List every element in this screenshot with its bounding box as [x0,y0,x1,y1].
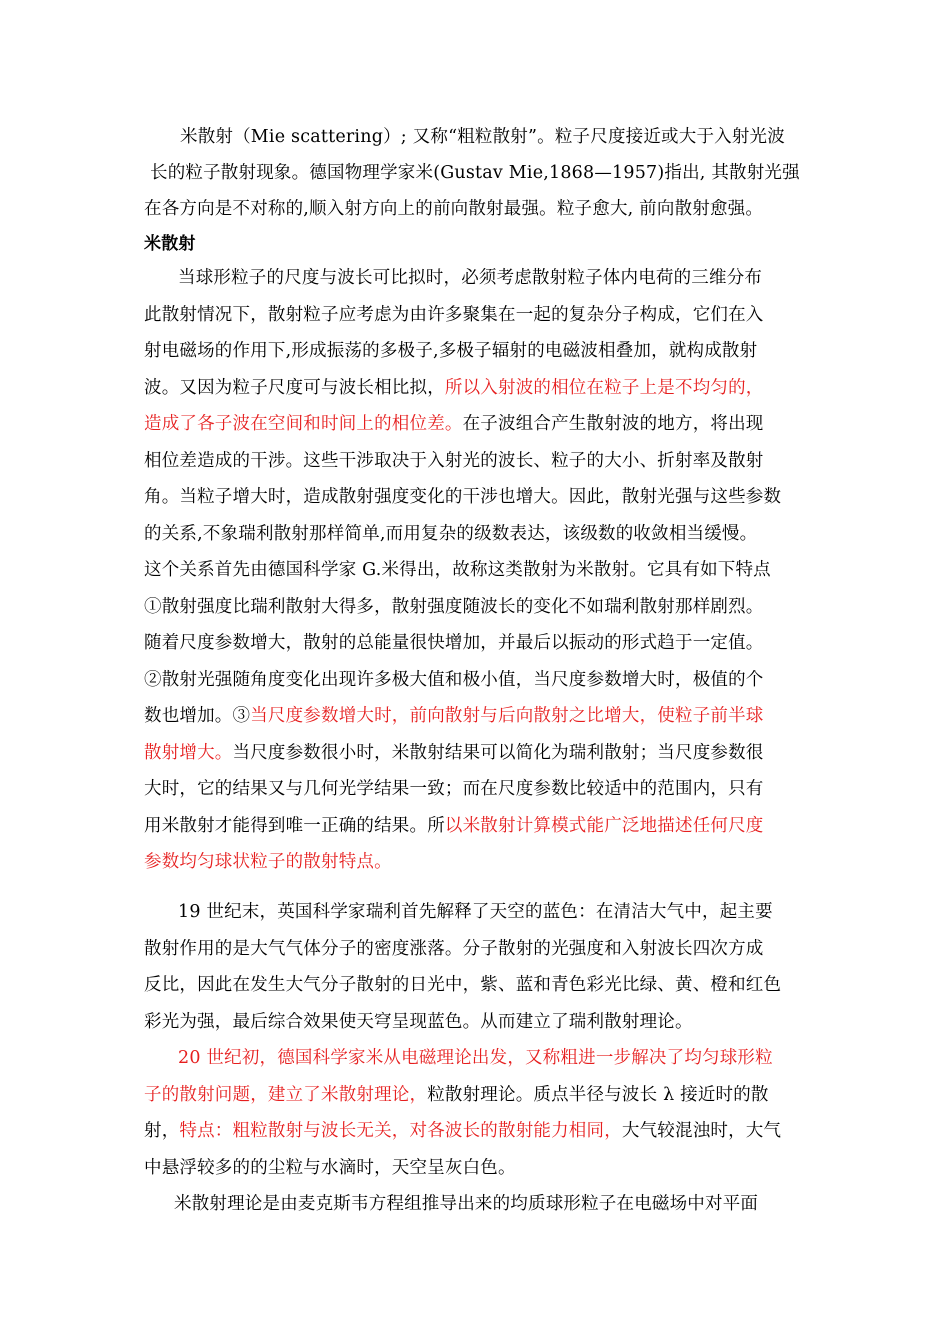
text-run: ②散射光强随角度变化出现许多极大值和极小值，当尺度参数增大时，极值的个 [144,669,764,690]
text-run: 射电磁场的作用下,形成振荡的多极子,多极子辐射的电磁波相叠加，就构成散射 [144,341,758,361]
section-heading: 米散射 [144,234,196,254]
highlighted-text: 20 世纪初，德国科学家米从电磁理论出发，又称粗进一步解决了均匀球形粒 [178,1048,773,1068]
text-line [144,522,757,546]
text-run: 相位差造成的干涉。这些干涉取决于入射光的波长、粒子的大小、折射率及散射 [144,450,764,471]
text-line [144,412,764,436]
text-line [174,1192,758,1216]
text-line [144,937,764,961]
text-line [144,668,764,692]
text-run: 大时，它的结果又与几何光学结果一致；而在尺度参数比较适中的范围内，只有 [144,779,764,799]
text-run: 19 世纪末，英国科学家瑞利首先解释了天空的蓝色：在清洁大气中，起主要 [178,902,773,922]
text-run: 角。当粒子增大时，造成散射强度变化的干涉也增大。因此，散射光强与这些参数 [144,487,782,507]
text-run: 当球形粒子的尺度与波长可比拟时，必须考虑散射粒子体内电荷的三维分布 [178,268,763,288]
text-run: 散射作用的是大气气体分子的密度涨落。分子散射的光强度和入射波长四次方成 [144,938,764,959]
text-line [144,595,764,619]
text-line [150,161,800,185]
text-line [178,900,773,924]
highlighted-text: 当尺度参数增大时，前向散射与后向散射之比增大，使粒子前半球 [250,706,764,726]
text-line [178,1046,773,1070]
highlighted-text: 以米散射计算模式能广泛地描述任何尺度 [444,815,764,836]
text-run: 波。又因为粒子尺度可与波长相比拟， [144,377,445,398]
text-run: 用米散射才能得到唯一正确的结果。所 [144,815,445,836]
text-line [144,303,764,327]
highlighted-text: 特点：粗粒散射与波长无关，对各波长的散射能力相同， [179,1121,622,1141]
text-run: 大气较混浊时，大气 [621,1121,782,1141]
text-line [144,777,764,801]
text-line [144,1119,781,1143]
highlighted-text: 造成了各子波在空间和时间上的相位差。 [144,414,463,434]
text-line [144,741,764,765]
text-line [144,558,771,582]
text-line [144,339,757,363]
text-run: ①散射强度比瑞利散射大得多，散射强度随波长的变化不如瑞利散射那样剧烈。 [144,596,764,617]
text-line [144,631,764,655]
text-line [178,266,762,290]
text-line [144,814,764,838]
text-run: 这个关系首先由德国科学家 G.米得出，故称这类散射为米散射。它具有如下特点 [144,560,771,580]
text-run: 反比，因此在发生大气分子散射的日光中，紫、蓝和青色彩光比绿、黄、橙和红色 [144,975,782,995]
text-line [144,1083,769,1107]
text-line [144,704,764,728]
text-line [144,850,392,874]
text-run: 米散射理论是由麦克斯韦方程组推导出来的均质球形粒子在电磁场中对平面 [174,1194,759,1214]
text-run: 粒散射理论。质点半径与波长 λ 接近时的散 [427,1084,769,1105]
text-run: 长的粒子散射现象。德国物理学家米(Gustav Mie,1868—1957)指出, 其散射光强 [150,163,800,183]
text-line [144,973,781,997]
text-run: 米散射（Mie scattering）; 又称“粗粒散射”。粒子尺度接近或大于入射光波 [180,127,785,147]
text-run: 在各方向是不对称的,顺入射方向上的前向散射最强。粒子愈大, 前向散射愈强。 [144,199,764,219]
text-run: 的关系,不象瑞利散射那样简单,而用复杂的级数表达，该级数的收敛相当缓慢。 [144,523,758,544]
text-line [180,125,785,149]
text-run: 射， [144,1121,180,1141]
highlighted-text: 子的散射问题，建立了米散射理论， [144,1084,428,1105]
text-line [144,485,781,509]
highlighted-text: 参数均匀球状粒子的散射特点。 [144,852,392,872]
text-line [144,376,764,400]
text-line [144,449,764,473]
text-run: 在子波组合产生散射波的地方，将出现 [462,414,764,434]
text-run: 中悬浮较多的的尘粒与水滴时，天空呈灰白色。 [144,1157,516,1178]
text-run: 当尺度参数很小时，米散射结果可以简化为瑞利散射；当尺度参数很 [232,742,764,763]
text-run: 此散射情况下，散射粒子应考虑为由许多聚集在一起的复杂分子构成，它们在入 [144,304,764,325]
text-line [144,1156,516,1180]
highlighted-text: 散射增大。 [144,742,233,763]
text-line [144,1010,693,1034]
highlighted-text: 所以入射波的相位在粒子上是不均匀的， [444,377,764,398]
text-run: 随着尺度参数增大，散射的总能量很快增加，并最后以振动的形式趋于一定值。 [144,633,764,653]
text-run: 数也增加。③ [144,706,251,726]
text-line [144,197,763,221]
text-run: 彩光为强，最后综合效果使天穹呈现蓝色。从而建立了瑞利散射理论。 [144,1011,693,1032]
